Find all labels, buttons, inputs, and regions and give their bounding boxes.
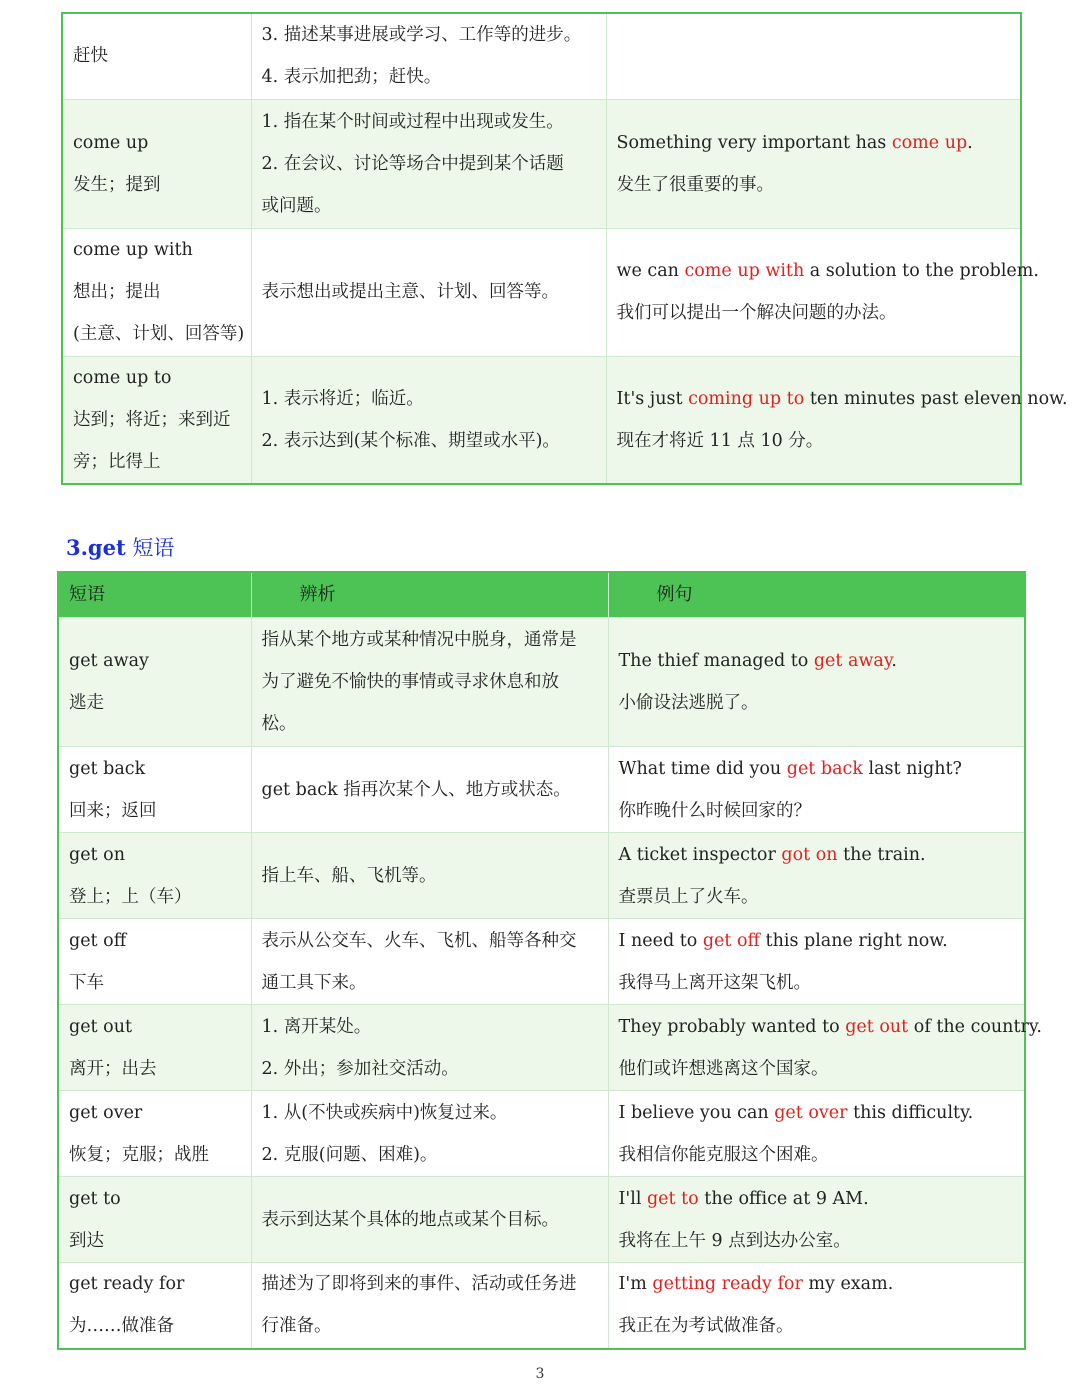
table-row [58,618,1025,747]
table-row [58,833,1025,919]
example-zh: 我们可以提出一个解决问题的办法。 [616,303,897,323]
example-cell [606,228,1039,356]
phrase-meaning: 登上；上（车） [69,886,192,907]
table-row [62,99,1021,228]
analysis-cell [251,1005,608,1091]
phrase-meaning: 逃走 [69,693,104,713]
phrase-cell [58,919,251,1005]
phrase-cell [58,1091,251,1177]
phrase-text: get off [69,930,127,951]
example-phrase-highlight: get out [845,1016,909,1037]
phrase-text: get on [69,844,125,865]
example-cell [606,356,1068,484]
example-en-post: . [891,651,897,671]
phrase-text: get ready for [69,1274,185,1295]
table-row [58,1177,1025,1263]
phrase-meaning: 为……做准备 [69,1316,174,1337]
phrase-text: get away [69,651,149,671]
analysis-line: 表示到达某个具体的地点或某个目标。 [261,1209,559,1230]
example-zh: 发生了很重要的事。 [616,174,774,195]
analysis-line: 为了避免不愉快的事情或寻求休息和放 [261,672,559,692]
header-analysis: 辨析 [251,572,608,618]
phrase-text: come up with [73,240,193,260]
phrase-cell [58,1263,251,1349]
example-zh: 小偷设法逃脱了。 [618,693,759,713]
phrase-meaning: 达到；将近；来到近 [73,409,231,430]
analysis-line: 4. 表示加把劲；赶快。 [261,67,442,88]
analysis-line: 1. 表示将近；临近。 [261,388,424,409]
phrase-table-continued [61,12,1068,485]
phrase-meaning: 回来；返回 [69,800,157,821]
example-phrase-highlight: coming up to [688,388,805,409]
phrase-cell [62,356,251,484]
header-example: 例句 [608,572,1025,618]
example-zh: 现在才将近 11 点 10 分。 [616,430,824,451]
example-cell [606,13,1021,99]
example-en [619,920,1015,962]
phrase-meaning: 离开；出去 [69,1058,157,1079]
analysis-cell [251,618,608,747]
phrase-text: get back [69,758,146,779]
example-en-pre: They probably wanted to [618,1016,846,1037]
example-phrase-highlight: get away [813,651,892,671]
example-cell [608,618,1025,747]
example-en-pre: It's just [616,388,689,409]
analysis-cell [251,747,608,833]
example-phrase-highlight: get to [646,1188,699,1209]
analysis-cell [251,99,606,228]
analysis-line: 描述为了即将到来的事件、活动或任务进 [261,1274,577,1295]
example-en [616,378,1068,420]
table-row [58,1005,1025,1091]
analysis-cell [251,919,608,1005]
example-en-post: ten minutes past eleven now. [804,388,1068,409]
phrase-text: come up [73,132,149,153]
phrase-text: get over [69,1102,143,1123]
analysis-line: 1. 从(不快或疾病中)恢复过来。 [261,1102,508,1123]
example-zh: 你昨晚什么时候回家的？ [618,800,811,821]
analysis-line: 松。 [261,714,297,734]
phrase-meaning: 赶快 [73,46,108,67]
phrase-cell [62,228,251,356]
example-phrase-highlight: come up [891,132,968,153]
example-en-pre: The thief managed to [618,651,814,671]
analysis-line: 指上车、船、飞机等。 [261,865,437,886]
example-cell [608,747,1025,833]
example-cell [608,1091,1025,1177]
analysis-line: 2. 在会议、讨论等场合中提到某个话题 [261,153,564,174]
phrase-meaning: 旁；比得上 [73,451,161,472]
header-phrase: 短语 [58,572,251,618]
example-en-pre: Something very important has [616,132,892,153]
analysis-cell [251,1091,608,1177]
table-row [62,13,1021,99]
example-en [617,122,1011,164]
example-en [619,1263,1015,1305]
example-phrase-highlight: get over [774,1102,848,1123]
table-row [58,1263,1025,1349]
phrase-cell [58,747,251,833]
example-en-pre: I need to [618,930,703,951]
analysis-line: 1. 离开某处。 [261,1016,372,1037]
analysis-line: 表示从公交车、火车、飞机、船等各种交 [261,930,577,951]
example-en-post: . [967,132,973,153]
analysis-line: 2. 表示达到(某个标准、期望或水平)。 [261,430,560,451]
example-en-post: of the country. [908,1016,1042,1037]
example-phrase-highlight: got on [781,844,838,865]
table-row [62,356,1021,484]
phrase-meaning: 恢复；克服；战胜 [69,1144,209,1165]
phrase-meaning: 想出；提出 [73,282,161,302]
example-en [618,1006,1042,1048]
example-en-pre: A ticket inspector [618,844,782,865]
table-row [58,1091,1025,1177]
analysis-cell [251,833,608,919]
phrase-meaning: 下车 [69,972,104,993]
get-phrase-table [57,571,1042,1350]
example-phrase-highlight: get off [702,930,760,951]
example-en [619,834,1015,876]
analysis-cell [251,13,606,99]
section-title-zh: 短语 [125,536,175,560]
example-en-post: the train. [837,844,926,865]
example-en-pre: I believe you can [618,1102,775,1123]
table2-body [58,618,1042,1349]
example-en [619,640,1015,682]
phrase-cell [58,1177,251,1263]
analysis-cell [251,228,606,356]
section-number: 3.get [66,535,126,560]
section-title [66,532,174,562]
phrase-text: get out [69,1016,132,1037]
example-zh: 查票员上了火车。 [618,886,759,907]
example-en-post: my exam. [802,1274,894,1295]
phrase-cell [58,618,251,747]
analysis-line: get back 指再次某个人、地方或状态。 [261,779,571,800]
example-zh: 我将在上午 9 点到达办公室。 [618,1230,851,1251]
example-en-pre: I'll [618,1188,647,1209]
example-zh: 我得马上离开这架飞机。 [618,972,811,993]
analysis-line: 1. 指在某个时间或过程中出现或发生。 [261,111,564,132]
example-en-pre: we can [616,261,685,281]
analysis-line: 或问题。 [261,195,332,216]
example-en-post: this plane right now. [759,930,948,951]
example-en-post: the office at 9 AM. [698,1188,869,1209]
example-cell [608,1263,1025,1349]
phrase-cell [58,833,251,919]
example-phrase-highlight: come up with [684,261,805,281]
page-number: 3 [535,1366,545,1382]
example-zh: 我正在为考试做准备。 [618,1316,794,1337]
example-phrase-highlight: getting ready for [652,1274,803,1295]
analysis-cell [251,1263,608,1349]
phrase-meaning: 发生；提到 [73,174,161,195]
phrase-cell [62,13,251,99]
table-row [58,747,1025,833]
example-cell [608,1005,1042,1091]
example-zh: 我相信你能克服这个困难。 [618,1144,829,1165]
analysis-line: 2. 克服(问题、困难)。 [261,1144,438,1165]
example-en [619,1092,1015,1134]
table-row [58,919,1025,1005]
example-en-pre: I'm [618,1274,653,1295]
example-zh: 他们或许想逃离这个国家。 [618,1058,829,1079]
analysis-line: 通工具下来。 [261,972,367,993]
analysis-line: 指从某个地方或某种情况中脱身，通常是 [261,630,577,650]
analysis-line: 2. 外出；参加社交活动。 [261,1058,459,1079]
example-cell [608,919,1025,1005]
analysis-line: 表示想出或提出主意、计划、回答等。 [261,282,559,302]
example-cell [608,833,1025,919]
phrase-text: come up to [73,367,172,388]
example-en-post: this difficulty. [847,1102,974,1123]
analysis-cell [251,1177,608,1263]
example-en [616,250,1039,292]
analysis-line: 3. 描述某事进展或学习、工作等的进步。 [261,25,582,46]
phrase-meaning: (主意、计划、回答等) [73,324,245,344]
table-row [62,228,1021,356]
phrase-cell [58,1005,251,1091]
analysis-line: 行准备。 [261,1316,332,1337]
example-en-pre: What time did you [618,758,787,779]
analysis-cell [251,356,606,484]
table1-body [62,13,1068,484]
example-en-post: last night? [862,758,962,779]
example-cell [606,99,1021,228]
example-en [619,748,1015,790]
example-en-post: a solution to the problem. [804,261,1039,281]
example-phrase-highlight: get back [786,758,863,779]
phrase-cell [62,99,251,228]
table-header-row [58,572,1025,618]
example-en [619,1178,1015,1220]
phrase-meaning: 到达 [69,1230,104,1251]
phrase-text: get to [69,1188,121,1209]
example-cell [608,1177,1025,1263]
